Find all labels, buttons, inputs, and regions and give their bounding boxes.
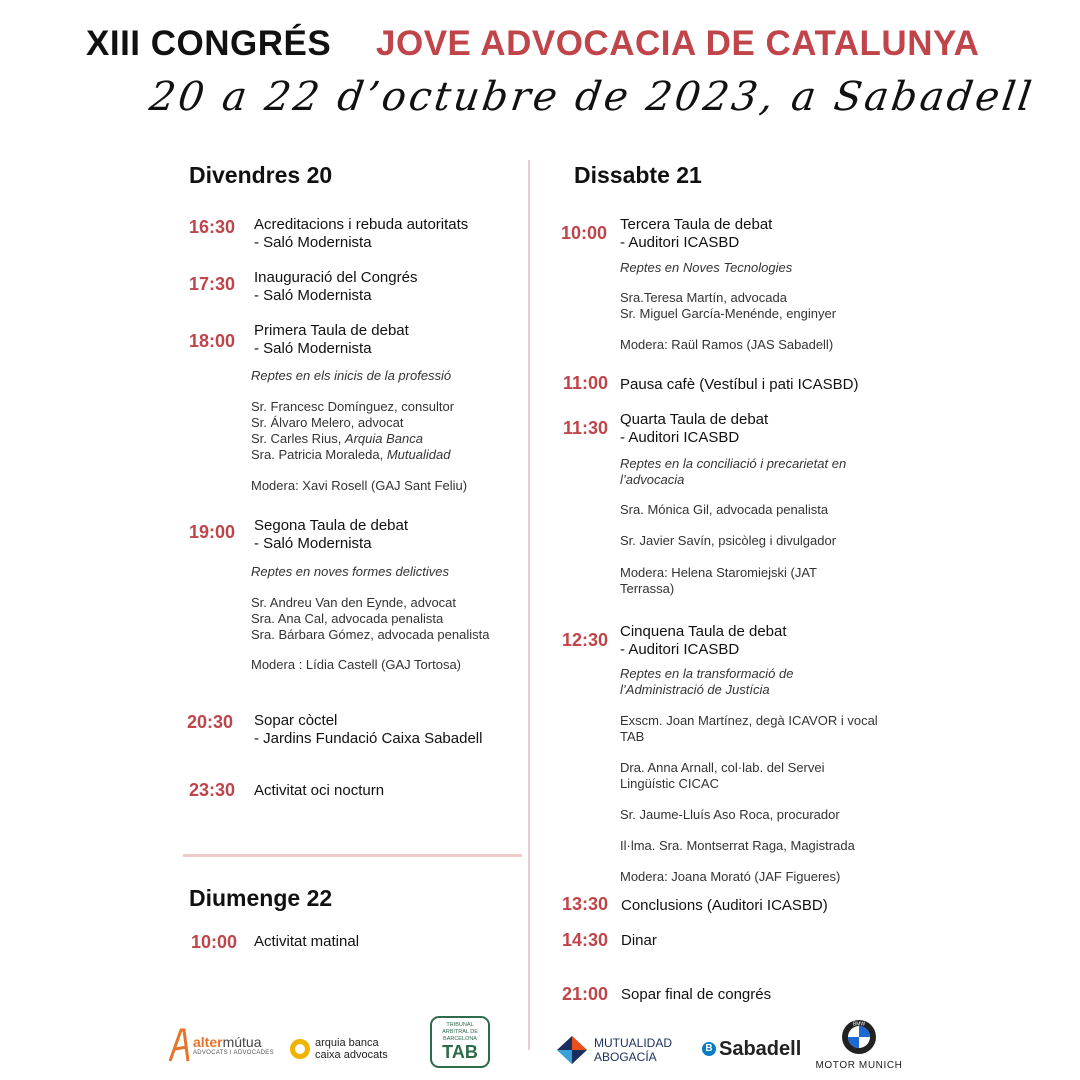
sponsor-bmw: BMW MOTOR MUNICH — [814, 1019, 904, 1071]
speaker: Il·lma. Sra. Montserrat Raga, Magistrada — [620, 838, 855, 853]
speaker: Sra. Patricia Moraleda, Mutualidad — [251, 447, 451, 462]
event-time: 10:00 — [191, 932, 238, 952]
day-heading-saturday: Dissabte 21 — [574, 162, 702, 188]
event-title: Inauguració del Congrés — [254, 269, 418, 286]
mutualidad-diamond-icon — [556, 1035, 588, 1065]
svg-text:BMW: BMW — [852, 1021, 866, 1028]
event-time: 18:00 — [189, 331, 236, 351]
event-time: 11:30 — [563, 418, 609, 438]
speaker: Sra.Teresa Martín, advocada — [620, 290, 787, 305]
section-divider — [183, 854, 522, 857]
panel-speaker: Dra. Anna Arnall, col·lab. del Servei Lingüístic CICAC — [620, 760, 825, 791]
panel-moderator: Modera: Joana Morató (JAF Figueres) — [620, 869, 841, 884]
panel-topic: Reptes en els inicis de la professió — [251, 368, 452, 383]
event-time: 12:30 — [562, 630, 609, 650]
speaker: Sr. Javier Savín, psicòleg i divulgador — [620, 533, 837, 548]
speaker: Sr. Francesc Domínguez, consultor — [251, 399, 455, 414]
event-title: Sopar final de congrés — [621, 986, 772, 1003]
panel-speaker: Exscm. Joan Martínez, degà ICAVOR i vocal TAB — [620, 713, 878, 744]
sponsor-altermutua: altermútua ADVOCATS I ADVOCADES — [167, 1025, 274, 1065]
sponsor-arquia: arquia banca caixa advocats — [290, 1033, 388, 1065]
panel-topic: Reptes en Noves Tecnologies — [620, 260, 793, 275]
event-time: 21:00 — [562, 984, 609, 1004]
event-title: Tercera Taula de debat — [620, 216, 773, 233]
event-title: Segona Taula de debat — [254, 517, 409, 534]
altermutua-a-icon — [167, 1027, 191, 1063]
event-location: - Auditori ICASBD — [620, 234, 740, 251]
event-location: - Jardins Fundació Caixa Sabadell — [254, 730, 483, 747]
arquia-q-icon — [290, 1039, 310, 1059]
title-organization: JOVE ADVOCACIA DE CATALUNYA — [376, 24, 980, 63]
event-location: - Saló Modernista — [254, 234, 372, 251]
event-block — [254, 712, 544, 748]
event-time: 11:00 — [563, 373, 609, 393]
speaker: Sr. Álvaro Melero, advocat — [251, 415, 404, 430]
panel-speakers — [251, 399, 454, 463]
panel-speakers — [620, 290, 836, 322]
day-heading-friday: Divendres 20 — [189, 162, 333, 188]
event-block — [620, 411, 910, 447]
event-time: 13:30 — [562, 894, 609, 914]
title-congres: XIII CONGRÉS — [86, 24, 332, 63]
panel-speakers — [251, 595, 489, 643]
event-block — [254, 216, 544, 252]
panel-topic: Reptes en noves formes delictives — [251, 564, 449, 579]
event-time: 10:00 — [561, 223, 608, 243]
panel-moderator: Modera: Helena Staromiejski (JAT Terrassa) — [620, 565, 817, 596]
event-title: Activitat matinal — [254, 933, 360, 950]
event-block — [620, 623, 910, 659]
speaker: Sra. Bárbara Gómez, advocada penalista — [251, 627, 490, 642]
speaker: Sr. Miguel García-Menénde, enginyer — [620, 306, 837, 321]
event-time: 19:00 — [189, 522, 236, 542]
speaker: Sr. Andreu Van den Eynde, advocat — [251, 595, 457, 610]
event-time: 20:30 — [187, 712, 234, 732]
event-location: - Saló Modernista — [254, 535, 372, 552]
sponsor-sabadell: B Sabadell — [702, 1036, 801, 1062]
event-title: Sopar còctel — [254, 712, 338, 729]
event-time: 17:30 — [189, 274, 236, 294]
event-block — [254, 269, 544, 305]
event-location: - Saló Modernista — [254, 287, 372, 304]
event-title: Pausa cafè (Vestíbul i pati ICASBD) — [620, 376, 859, 393]
event-block — [620, 216, 910, 252]
event-time: 23:30 — [189, 780, 236, 800]
event-title: Quarta Taula de debat — [620, 411, 769, 428]
speaker: Sra. Ana Cal, advocada penalista — [251, 611, 444, 626]
event-block — [254, 322, 544, 358]
speaker: Sr. Jaume-Lluís Aso Roca, procurador — [620, 807, 840, 822]
event-title: Cinquena Taula de debat — [620, 623, 787, 640]
subtitle-dates: 20 a 22 d’octubre de 2023, a Sabadell — [146, 74, 1038, 120]
bmw-roundel-icon — [841, 1019, 877, 1055]
event-location: - Saló Modernista — [254, 340, 372, 357]
event-location: - Auditori ICASBD — [620, 429, 740, 446]
event-title: Conclusions (Auditori ICASBD) — [621, 897, 828, 914]
event-title: Acreditacions i rebuda autoritats — [254, 216, 469, 233]
event-time: 14:30 — [562, 930, 609, 950]
event-location: - Auditori ICASBD — [620, 641, 740, 658]
panel-moderator: Modera : Lídia Castell (GAJ Tortosa) — [251, 657, 462, 672]
panel-moderator: Modera: Xavi Rosell (GAJ Sant Feliu) — [251, 478, 468, 493]
sabadell-b-icon: B — [702, 1042, 716, 1056]
speaker: Sr. Carles Rius, Arquia Banca — [251, 431, 423, 446]
panel-topic: Reptes en la transformació de l’Administració de Justícia — [620, 666, 794, 697]
speaker: Sra. Mónica Gil, advocada penalista — [620, 502, 829, 517]
event-title: Primera Taula de debat — [254, 322, 409, 339]
panel-moderator: Modera: Raül Ramos (JAS Sabadell) — [620, 337, 834, 352]
event-time: 16:30 — [189, 217, 236, 237]
day-heading-sunday: Diumenge 22 — [189, 885, 333, 911]
sponsor-mutualidad: MUTUALIDAD ABOGACÍA — [556, 1034, 672, 1066]
panel-topic: Reptes en la conciliació i precarietat en l’advocacia — [620, 456, 847, 487]
event-block — [254, 517, 544, 553]
sponsor-tab: TRIBUNAL ARBITRAL DE BARCELONA TAB — [430, 1016, 490, 1068]
event-title: Activitat oci nocturn — [254, 782, 385, 799]
event-title: Dinar — [621, 932, 657, 949]
